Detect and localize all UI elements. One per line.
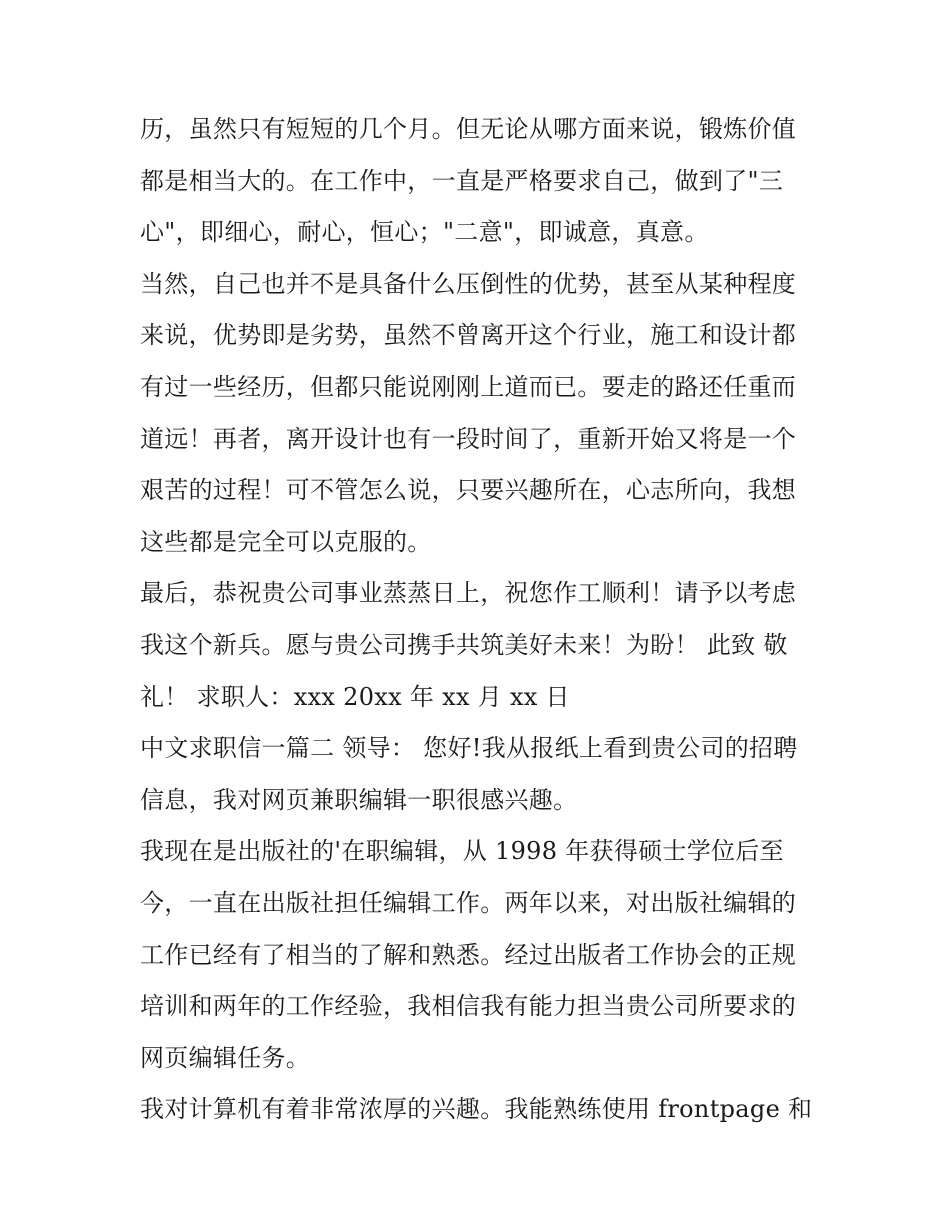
text-line: 今，一直在出版社担任编辑工作。两年以来，对出版社编辑的 bbox=[140, 888, 797, 917]
text-line: 信息，我对网页兼职编辑一职很感兴趣。 bbox=[140, 785, 578, 814]
text-line: 艰苦的过程！可不管怎么说，只要兴趣所在，心志所向，我想 bbox=[140, 476, 797, 505]
text-line: 来说，优势即是劣势，虽然不曾离开这个行业，施工和设计都 bbox=[140, 321, 797, 350]
text-line: 工作已经有了相当的了解和熟悉。经过出版者工作协会的正规 bbox=[140, 940, 797, 969]
text-line: 道远！再者，离开设计也有一段时间了，重新开始又将是一个 bbox=[140, 424, 797, 453]
text-line: 礼！ 求职人：xxx 20xx 年 xx 月 xx 日 bbox=[140, 682, 570, 711]
document-body bbox=[140, 104, 812, 1136]
text-line: 中文求职信一篇二 领导： 您好!我从报纸上看到贵公司的招聘 bbox=[140, 734, 798, 763]
text-line: 培训和两年的工作经验，我相信我有能力担当贵公司所要求的 bbox=[140, 992, 797, 1021]
text-line: 我现在是出版社的'在职编辑，从 1998 年获得硕士学位后至 bbox=[140, 837, 784, 866]
text-line: 网页编辑任务。 bbox=[140, 1043, 311, 1072]
text-line: 最后，恭祝贵公司事业蒸蒸日上，祝您作工顺利！请予以考虑 bbox=[140, 579, 797, 608]
text-line: 历，虽然只有短短的几个月。但无论从哪方面来说，锻炼价值 bbox=[140, 115, 797, 143]
text-line: 当然，自己也并不是具备什么压倒性的优势，甚至从某种程度 bbox=[140, 269, 797, 298]
text-line: 我对计算机有着非常浓厚的兴趣。我能熟练使用 frontpage 和 bbox=[140, 1095, 813, 1124]
text-line: 有过一些经历，但都只能说刚刚上道而已。要走的路还任重而 bbox=[140, 372, 797, 401]
text-line: 这些都是完全可以克服的。 bbox=[140, 527, 432, 556]
text-line: 都是相当大的。在工作中，一直是严格要求自己，做到了"三 bbox=[140, 166, 784, 195]
text-line: 心"，即细心，耐心，恒心；"二意"，即诚意，真意。 bbox=[140, 218, 709, 247]
text-line: 我这个新兵。愿与贵公司携手共筑美好未来！为盼！ 此致 敬 bbox=[140, 630, 788, 659]
